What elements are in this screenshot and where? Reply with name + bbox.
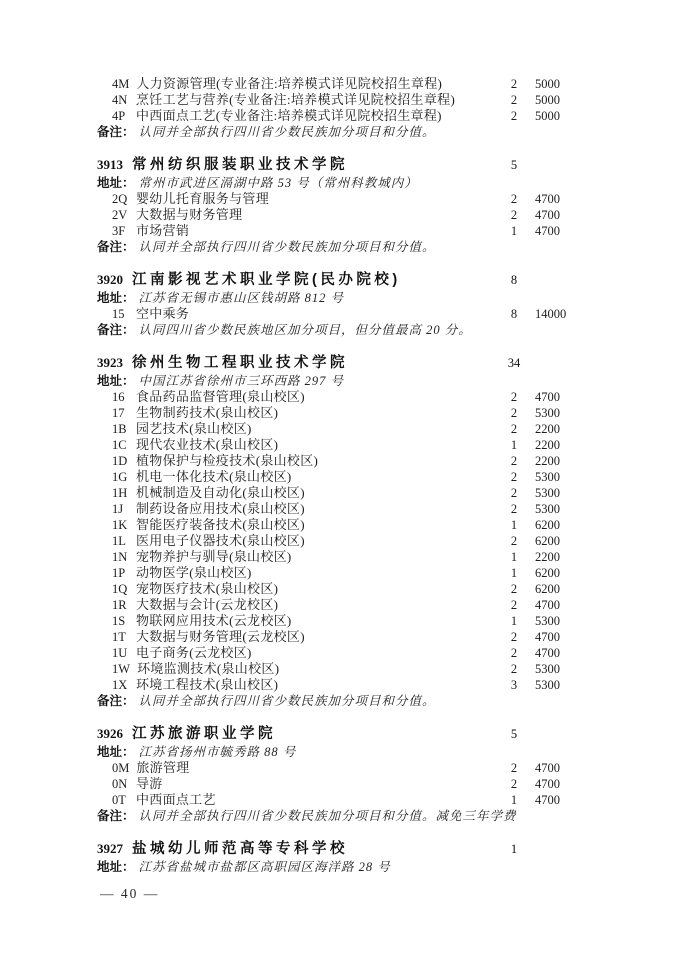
major-tuition-fee: 6200	[535, 566, 560, 580]
major-plan-count: 3	[510, 678, 518, 692]
major-row	[97, 760, 589, 776]
institution-code: 3923	[97, 355, 123, 370]
major-tuition-fee: 2200	[535, 438, 560, 452]
major-plan-count: 2	[510, 406, 518, 420]
remark-label: 备注：	[97, 240, 135, 254]
address-row	[97, 859, 589, 875]
major-row	[97, 792, 589, 808]
major-plan-count: 2	[510, 777, 518, 791]
major-title-cell	[97, 661, 497, 677]
institution-code: 3913	[97, 157, 123, 172]
remark-text: 认同并全部执行四川省少数民族加分项目和分值。	[138, 694, 436, 708]
major-title-cell	[97, 223, 497, 239]
major-name: 大数据与财务管理(云龙校区)	[136, 629, 305, 644]
admission-plan-list	[97, 76, 589, 875]
institution-total-plan: 5	[510, 158, 518, 172]
major-name: 植物保护与检疫技术(泉山校区)	[136, 453, 319, 468]
major-title-cell	[97, 549, 497, 565]
address-label: 地址：	[97, 860, 135, 874]
major-code: 1G	[112, 470, 128, 484]
major-tuition-fee: 4700	[535, 777, 560, 791]
major-name: 园艺技术(泉山校区)	[136, 421, 252, 436]
remark-label: 备注：	[97, 694, 135, 708]
major-row	[97, 389, 589, 405]
major-row	[97, 92, 589, 108]
major-name: 宠物医疗技术(泉山校区)	[136, 581, 279, 596]
major-row	[97, 223, 589, 239]
major-tuition-fee: 2200	[535, 454, 560, 468]
major-code: 1S	[112, 614, 126, 628]
major-row	[97, 453, 589, 469]
major-code: 4M	[112, 77, 130, 91]
remark-cell	[97, 239, 589, 255]
remark-cell	[97, 124, 589, 140]
institution-name: 江苏旅游职业学院	[132, 726, 276, 742]
address-label: 地址：	[97, 291, 135, 305]
major-plan-count: 2	[510, 598, 518, 612]
major-tuition-fee: 5000	[535, 77, 560, 91]
institution-code: 3926	[97, 726, 123, 741]
major-name: 机电一体化技术(泉山校区)	[136, 469, 292, 484]
major-plan-count: 2	[510, 422, 518, 436]
major-code: 1C	[112, 438, 127, 452]
major-title-cell	[97, 92, 497, 108]
address-text: 常州市武进区滆湖中路 53 号（常州科教城内）	[138, 176, 418, 190]
major-plan-count: 2	[510, 93, 518, 107]
major-row	[97, 581, 589, 597]
major-name: 环境工程技术(泉山校区)	[136, 677, 279, 692]
major-code: 1W	[112, 662, 131, 676]
major-plan-count: 1	[510, 793, 518, 807]
major-name: 空中乘务	[136, 306, 190, 321]
major-tuition-fee: 5300	[535, 678, 560, 692]
address-text: 江苏省无锡市惠山区钱胡路 812 号	[138, 291, 345, 305]
major-title-cell	[97, 629, 497, 645]
major-title-cell	[97, 389, 497, 405]
major-tuition-fee: 5300	[535, 486, 560, 500]
major-plan-count: 2	[510, 470, 518, 484]
major-row	[97, 421, 589, 437]
major-tuition-fee: 2200	[535, 550, 560, 564]
remark-row	[97, 808, 589, 824]
major-plan-count: 1	[510, 566, 518, 580]
institution-name: 江南影视艺术职业学院(民办院校)	[132, 272, 401, 288]
institution-block	[97, 155, 589, 255]
major-title-cell	[97, 76, 497, 92]
address-text: 江苏省盐城市盐都区高职园区海洋路 28 号	[138, 860, 391, 874]
institution-title	[97, 724, 497, 744]
major-title-cell	[97, 597, 497, 613]
major-row	[97, 661, 589, 677]
remark-cell	[97, 322, 589, 338]
remark-label: 备注：	[97, 809, 135, 823]
major-tuition-fee: 4700	[535, 646, 560, 660]
major-title-cell	[97, 421, 497, 437]
major-plan-count: 1	[510, 224, 518, 238]
major-plan-count: 2	[510, 662, 518, 676]
institution-total-plan: 1	[510, 842, 518, 856]
major-code: 0N	[112, 777, 128, 791]
major-code: 1U	[112, 646, 128, 660]
major-row	[97, 677, 589, 693]
major-plan-count: 2	[510, 502, 518, 516]
major-tuition-fee: 4700	[535, 208, 560, 222]
remark-text: 认同并全部执行四川省少数民族加分项目和分值。	[138, 240, 436, 254]
remark-row	[97, 322, 589, 338]
institution-name: 常州纺织服装职业技术学院	[132, 157, 348, 173]
major-tuition-fee: 5300	[535, 406, 560, 420]
major-row	[97, 517, 589, 533]
major-tuition-fee: 5300	[535, 662, 560, 676]
major-name: 环境监测技术(泉山校区)	[137, 661, 280, 676]
page-number: — 40 —	[100, 886, 160, 901]
major-name: 人力资源管理(专业备注:培养模式详见院校招生章程)	[136, 76, 443, 91]
major-plan-count: 2	[510, 534, 518, 548]
major-title-cell	[97, 677, 497, 693]
major-plan-count: 2	[510, 630, 518, 644]
major-code: 1L	[112, 534, 126, 548]
major-name: 物联网应用技术(云龙校区)	[136, 613, 292, 628]
major-code: 16	[112, 390, 125, 404]
major-title-cell	[97, 108, 497, 124]
institution-title	[97, 270, 497, 290]
institution-header-row	[97, 724, 589, 744]
major-name: 生物制药技术(泉山校区)	[136, 405, 279, 420]
major-title-cell	[97, 191, 497, 207]
major-tuition-fee: 4700	[535, 224, 560, 238]
address-label: 地址：	[97, 176, 135, 190]
major-code: 1T	[112, 630, 126, 644]
address-label: 地址：	[97, 374, 135, 388]
major-title-cell	[97, 469, 497, 485]
major-tuition-fee: 5000	[535, 93, 560, 107]
major-title-cell	[97, 437, 497, 453]
remark-row	[97, 124, 589, 140]
major-name: 旅游管理	[136, 760, 190, 775]
major-name: 中西面点工艺	[136, 792, 216, 807]
major-row	[97, 501, 589, 517]
institution-block	[97, 839, 589, 875]
major-row	[97, 629, 589, 645]
major-title-cell	[97, 485, 497, 501]
major-plan-count: 2	[510, 390, 518, 404]
major-tuition-fee: 4700	[535, 630, 560, 644]
major-plan-count: 2	[510, 208, 518, 222]
remark-label: 备注：	[97, 125, 135, 139]
major-tuition-fee: 4700	[535, 793, 560, 807]
major-title-cell	[97, 207, 497, 223]
major-row	[97, 437, 589, 453]
major-title-cell	[97, 453, 497, 469]
major-title-cell	[97, 501, 497, 517]
major-tuition-fee: 4700	[535, 192, 560, 206]
major-name: 中西面点工艺(专业备注:培养模式详见院校招生章程)	[136, 108, 442, 123]
major-plan-count: 1	[510, 550, 518, 564]
major-plan-count: 1	[510, 614, 518, 628]
institution-code: 3927	[97, 841, 123, 856]
major-name: 智能医疗装备技术(泉山校区)	[136, 517, 305, 532]
major-name: 机械制造及自动化(泉山校区)	[136, 485, 305, 500]
major-code: 17	[112, 406, 125, 420]
major-plan-count: 2	[510, 582, 518, 596]
major-code: 1B	[112, 422, 127, 436]
major-code: 3F	[112, 224, 126, 238]
major-title-cell	[97, 533, 497, 549]
address-cell	[97, 290, 589, 306]
institution-header-row	[97, 839, 589, 859]
major-row	[97, 76, 589, 92]
major-name: 电子商务(云龙校区)	[136, 645, 252, 660]
major-code: 1Q	[112, 582, 128, 596]
remark-row	[97, 239, 589, 255]
major-name: 医用电子仪器技术(泉山校区)	[136, 533, 305, 548]
major-row	[97, 776, 589, 792]
address-cell	[97, 373, 589, 389]
address-text: 江苏省扬州市毓秀路 88 号	[138, 745, 297, 759]
major-tuition-fee: 5300	[535, 470, 560, 484]
major-tuition-fee: 5000	[535, 109, 560, 123]
major-tuition-fee: 4700	[535, 390, 560, 404]
major-row	[97, 108, 589, 124]
major-row	[97, 469, 589, 485]
remark-cell	[97, 808, 589, 824]
major-title-cell	[97, 645, 497, 661]
major-code: 1K	[112, 518, 128, 532]
major-tuition-fee: 4700	[535, 598, 560, 612]
institution-title	[97, 839, 497, 859]
major-row	[97, 191, 589, 207]
address-text: 中国江苏省徐州市三环西路 297 号	[138, 374, 345, 388]
institution-total-plan: 8	[510, 273, 518, 287]
address-cell	[97, 175, 589, 191]
institution-block	[97, 76, 589, 140]
remark-label: 备注：	[97, 323, 135, 337]
remark-cell	[97, 693, 589, 709]
major-name: 导游	[136, 776, 163, 791]
major-name: 动物医学(泉山校区)	[136, 565, 252, 580]
major-title-cell	[97, 792, 497, 808]
remark-text: 认同并全部执行四川省少数民族加分项目和分值。减免三年学费	[138, 809, 517, 823]
major-code: 1D	[112, 454, 128, 468]
address-label: 地址：	[97, 745, 135, 759]
major-title-cell	[97, 306, 497, 322]
institution-title	[97, 155, 497, 175]
major-plan-count: 1	[510, 518, 518, 532]
major-plan-count: 2	[510, 486, 518, 500]
major-title-cell	[97, 613, 497, 629]
major-row	[97, 597, 589, 613]
major-code: 1X	[112, 678, 128, 692]
major-row	[97, 645, 589, 661]
major-row	[97, 549, 589, 565]
major-code: 1R	[112, 598, 127, 612]
institution-total-plan: 34	[507, 356, 521, 370]
address-row	[97, 175, 589, 191]
major-tuition-fee: 6200	[535, 582, 560, 596]
major-row	[97, 533, 589, 549]
major-title-cell	[97, 565, 497, 581]
major-name: 大数据与会计(云龙校区)	[136, 597, 279, 612]
major-code: 4P	[112, 109, 126, 123]
major-name: 大数据与财务管理	[136, 207, 243, 222]
major-plan-count: 2	[510, 454, 518, 468]
major-code: 4N	[112, 93, 128, 107]
institution-total-plan: 5	[510, 727, 518, 741]
major-plan-count: 2	[510, 109, 518, 123]
major-name: 食品药品监督管理(泉山校区)	[136, 389, 305, 404]
major-name: 婴幼儿托育服务与管理	[136, 191, 270, 206]
institution-block	[97, 270, 589, 338]
major-tuition-fee: 14000	[535, 307, 567, 321]
major-plan-count: 8	[510, 307, 518, 321]
address-cell	[97, 859, 589, 875]
major-code: 1N	[112, 550, 128, 564]
institution-name: 徐州生物工程职业技术学院	[132, 355, 348, 371]
major-tuition-fee: 5300	[535, 502, 560, 516]
institution-name: 盐城幼儿师范高等专科学校	[132, 841, 348, 857]
major-tuition-fee: 4700	[535, 761, 560, 775]
institution-code: 3920	[97, 272, 123, 287]
major-code: 2V	[112, 208, 128, 222]
major-code: 2Q	[112, 192, 128, 206]
major-title-cell	[97, 517, 497, 533]
major-row	[97, 485, 589, 501]
major-plan-count: 2	[510, 77, 518, 91]
institution-block	[97, 724, 589, 824]
major-plan-count: 2	[510, 646, 518, 660]
major-code: 1J	[112, 502, 124, 516]
major-plan-count: 1	[510, 438, 518, 452]
institution-header-row	[97, 155, 589, 175]
major-tuition-fee: 5300	[535, 614, 560, 628]
major-row	[97, 565, 589, 581]
major-row	[97, 306, 589, 322]
major-row	[97, 613, 589, 629]
major-name: 制药设备应用技术(泉山校区)	[136, 501, 305, 516]
institution-header-row	[97, 353, 589, 373]
major-code: 1H	[112, 486, 128, 500]
major-tuition-fee: 2200	[535, 422, 560, 436]
institution-block	[97, 353, 589, 709]
address-row	[97, 744, 589, 760]
major-name: 现代农业技术(泉山校区)	[136, 437, 279, 452]
major-name: 宠物养护与驯导(泉山校区)	[136, 549, 292, 564]
major-tuition-fee: 6200	[535, 534, 560, 548]
major-name: 烹饪工艺与营养(专业备注:培养模式详见院校招生章程)	[136, 92, 456, 107]
major-row	[97, 405, 589, 421]
major-plan-count: 2	[510, 761, 518, 775]
major-title-cell	[97, 405, 497, 421]
major-plan-count: 2	[510, 192, 518, 206]
major-title-cell	[97, 581, 497, 597]
major-code: 0M	[112, 761, 130, 775]
major-code: 1P	[112, 566, 126, 580]
address-cell	[97, 744, 589, 760]
major-title-cell	[97, 776, 497, 792]
major-title-cell	[97, 760, 497, 776]
major-name: 市场营销	[136, 223, 190, 238]
remark-row	[97, 693, 589, 709]
remark-text: 认同并全部执行四川省少数民族加分项目和分值。	[138, 125, 436, 139]
address-row	[97, 290, 589, 306]
institution-header-row	[97, 270, 589, 290]
major-row	[97, 207, 589, 223]
major-code: 15	[112, 307, 125, 321]
address-row	[97, 373, 589, 389]
institution-title	[97, 353, 497, 373]
remark-text: 认同四川省少数民族地区加分项目，但分值最高 20 分。	[138, 323, 472, 337]
major-tuition-fee: 6200	[535, 518, 560, 532]
major-code: 0T	[112, 793, 126, 807]
